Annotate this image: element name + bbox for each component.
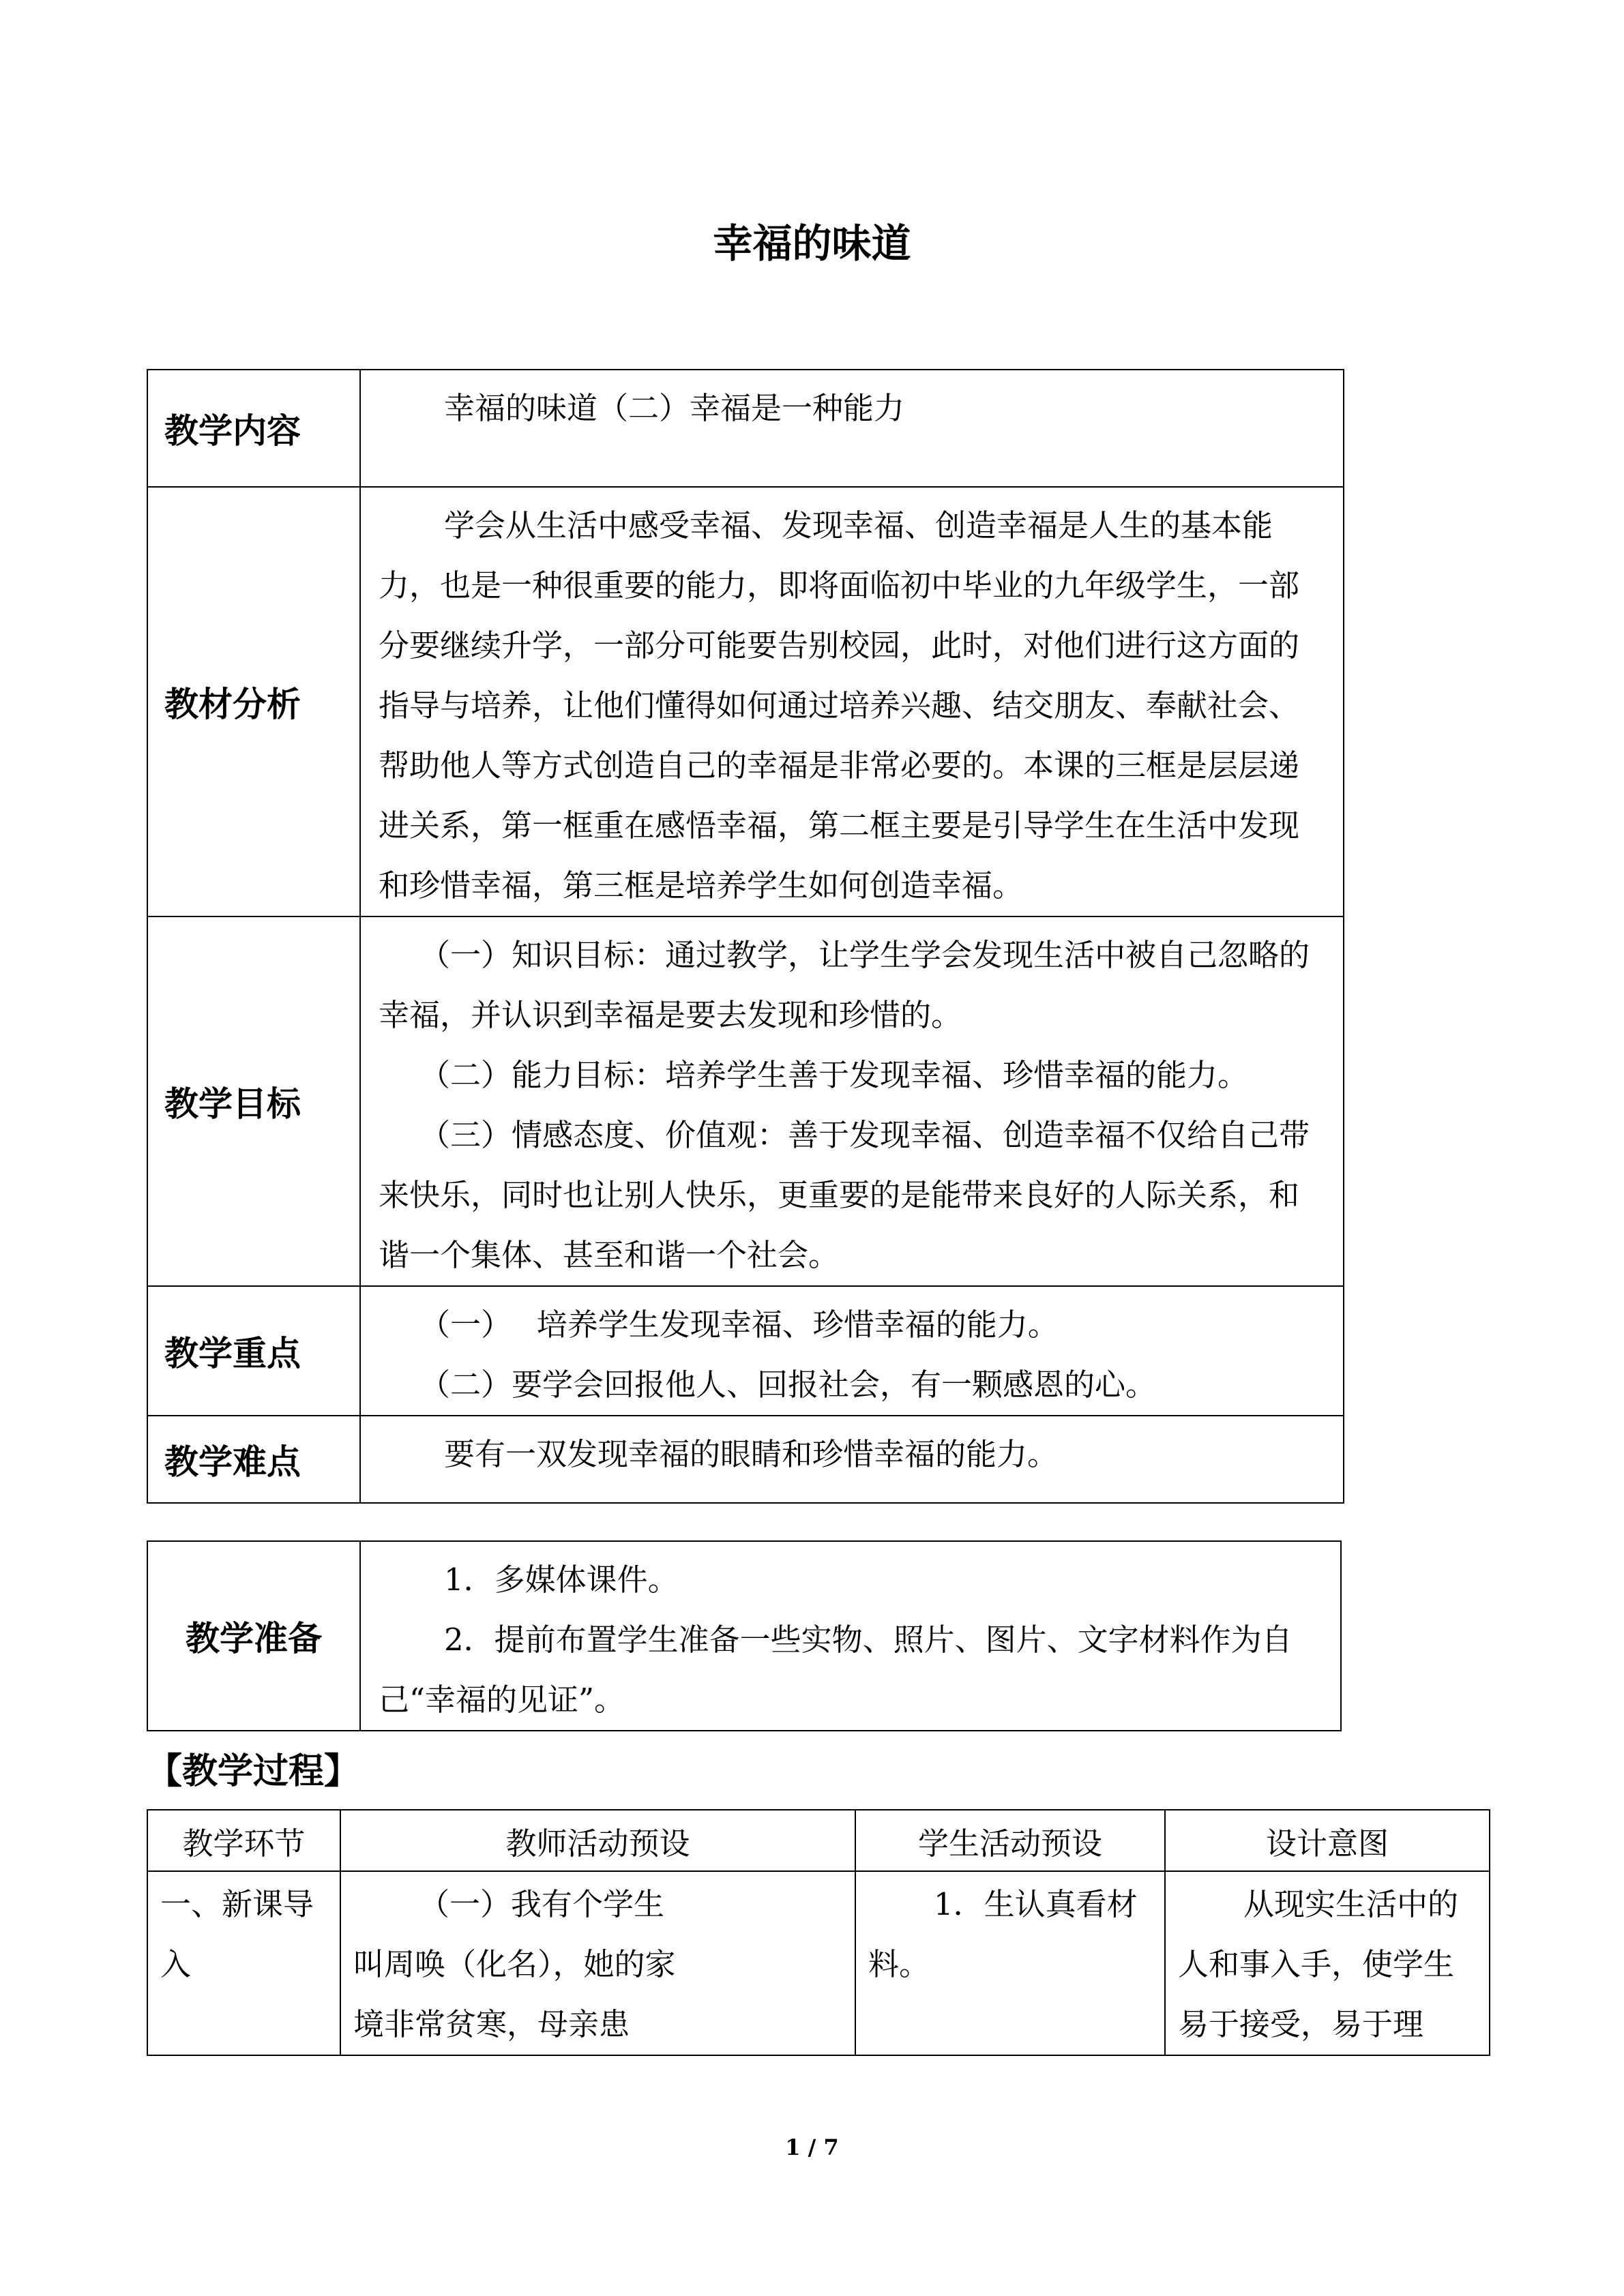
objectives-row bbox=[147, 916, 1344, 1286]
preparation-item: 2．提前布置学生准备一些实物、照片、图片、文字材料作为自己“幸福的见证”。 bbox=[379, 1622, 1293, 1718]
objectives-cell bbox=[360, 916, 1344, 1286]
preparation-row bbox=[147, 1541, 1341, 1731]
analysis-row bbox=[147, 487, 1344, 916]
intent-cell bbox=[1165, 1871, 1490, 2055]
key-points-cell bbox=[360, 1286, 1344, 1416]
key-point-item: （一） 培养学生发现幸福、珍惜幸福的能力。 bbox=[419, 1307, 1059, 1343]
header-intent: 设计意图 bbox=[1165, 1810, 1490, 1871]
document-title: 幸福的味道 bbox=[713, 220, 911, 267]
content-label: 教学内容 bbox=[147, 370, 360, 487]
content-cell bbox=[360, 370, 1344, 487]
content-row bbox=[147, 370, 1344, 487]
analysis-label: 教材分析 bbox=[147, 487, 360, 916]
analysis-cell bbox=[360, 487, 1344, 916]
intent-text: 从现实生活中的人和事入手，使学生易于接受，易于理 bbox=[1178, 1886, 1459, 2042]
preparation-cell bbox=[360, 1541, 1341, 1731]
process-table bbox=[147, 1809, 1490, 2056]
process-header-row bbox=[147, 1810, 1490, 1871]
lesson-info-table bbox=[147, 369, 1344, 1504]
content-text: 幸福的味道（二）幸福是一种能力 bbox=[444, 390, 905, 426]
key-points-label: 教学重点 bbox=[147, 1286, 360, 1416]
process-row bbox=[147, 1871, 1490, 2055]
header-teacher: 教师活动预设 bbox=[340, 1810, 855, 1871]
objective-item: （三）情感态度、价值观：善于发现幸福、创造幸福不仅给自己带来快乐，同时也让别人快乐，更重要的是能带来良好的人际关系，和谐一个集体、甚至和谐一个社会。 bbox=[379, 1117, 1310, 1273]
analysis-text: 学会从生活中感受幸福、发现幸福、创造幸福是人生的基本能力，也是一种很重要的能力，即将面临初中毕业的九年级学生，一部分要继续升学，一部分可能要告别校园，此时，对他们进行这方面的指导与培养，让他们懂得如何通过培养兴趣、结交朋友、奉献社会、帮助他人等方式创造自己的幸福是非常必要的。本课的三框是层层递进关系，第一框重在感悟幸福，第二框主要是引导学生在生活中发现和珍惜幸福，第三框是培养学生如何创造幸福。 bbox=[379, 507, 1300, 904]
preparation-table bbox=[147, 1540, 1342, 1731]
objective-item: （一）知识目标：通过教学，让学生学会发现生活中被自己忽略的幸福，并认识到幸福是要去发现和珍惜的。 bbox=[379, 937, 1310, 1033]
stage-text: 一、新课导入 bbox=[160, 1886, 314, 1982]
teacher-cell bbox=[340, 1871, 855, 2055]
preparation-label: 教学准备 bbox=[147, 1541, 360, 1731]
key-point-item: （二）要学会回报他人、回报社会，有一颗感恩的心。 bbox=[419, 1367, 1157, 1403]
header-stage: 教学环节 bbox=[147, 1810, 340, 1871]
difficulty-label: 教学难点 bbox=[147, 1416, 360, 1503]
process-heading: 【教学过程】 bbox=[147, 1751, 360, 1792]
difficulty-cell bbox=[360, 1416, 1344, 1503]
difficulty-row bbox=[147, 1416, 1344, 1503]
teacher-text: （一）我有个学生叫周唤（化名），她的家境非常贫寒，母亲患 bbox=[353, 1886, 676, 2042]
preparation-item: 1．多媒体课件。 bbox=[444, 1562, 679, 1598]
student-cell bbox=[855, 1871, 1165, 2055]
difficulty-text: 要有一双发现幸福的眼睛和珍惜幸福的能力。 bbox=[444, 1436, 1059, 1472]
stage-cell bbox=[147, 1871, 340, 2055]
student-text: 1．生认真看材料。 bbox=[868, 1886, 1138, 1982]
page-number: 1 / 7 bbox=[785, 2134, 839, 2160]
objective-item: （二）能力目标：培养学生善于发现幸福、珍惜幸福的能力。 bbox=[419, 1057, 1249, 1093]
header-student: 学生活动预设 bbox=[855, 1810, 1165, 1871]
key-points-row bbox=[147, 1286, 1344, 1416]
objectives-label: 教学目标 bbox=[147, 916, 360, 1286]
